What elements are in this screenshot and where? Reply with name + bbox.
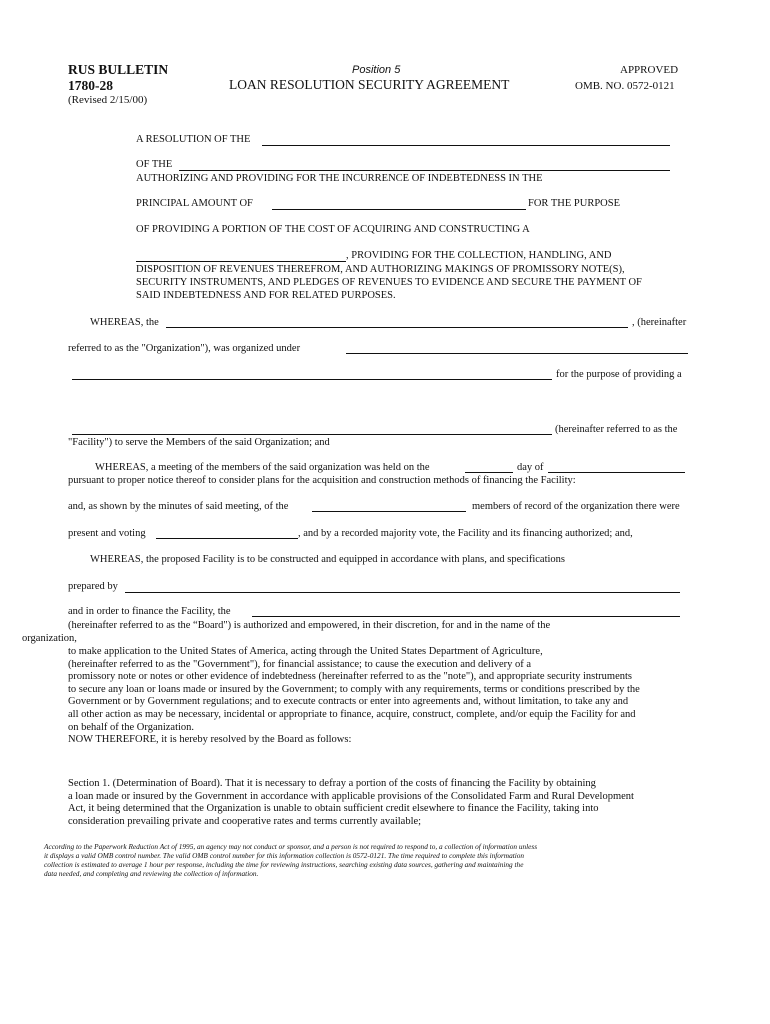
organization-label: organization,	[22, 633, 77, 644]
disposition-line-1: DISPOSITION OF REVENUES THEREFROM, AND AUTHORIZING MAKINGS OF PROMISSORY NOTE(S),	[136, 264, 625, 275]
board-name-field[interactable]	[252, 616, 680, 617]
finance-facility-label: and in order to finance the Facility, the	[68, 606, 231, 617]
facility-description-field[interactable]	[72, 434, 552, 435]
as-shown-label: and, as shown by the minutes of said meeting, of the	[68, 501, 289, 512]
purpose-field[interactable]	[72, 379, 552, 380]
organized-under-field[interactable]	[346, 353, 688, 354]
organization-name-field[interactable]	[262, 145, 670, 146]
application-line: promissory note or notes or other evidence of indebtedness (hereinafter referred to as the "note"), and appropriate security instruments	[68, 671, 633, 683]
disposition-line-2: SECURITY INSTRUMENTS, AND PLEDGES OF REVENUES TO EVIDENCE AND SECURE THE PAYMENT OF	[136, 277, 642, 288]
whereas-meeting-label: WHEREAS, a meeting of the members of the said organization was held on the	[95, 462, 430, 473]
meeting-day-field[interactable]	[465, 472, 513, 473]
for-purpose-label: for the purpose of providing a	[556, 369, 682, 380]
referred-organization-line: referred to as the "Organization"), was organized under	[68, 343, 301, 354]
day-of-label: day of	[517, 462, 544, 473]
of-the-label: OF THE	[136, 159, 173, 170]
whereas-proposed-line: WHEREAS, the proposed Facility is to be constructed and equipped in accordance with plans, and specifications	[90, 554, 565, 565]
members-record-label: members of record of the organization there were	[472, 501, 680, 512]
application-line: all other action as may be necessary, incidental or appropriate to finance, acquire, construct, complete, and/or equip the Facility for and	[68, 708, 636, 720]
hereinafter-referred-label: (hereinafter referred to as the	[555, 424, 678, 435]
revised-date: (Revised 2/15/00)	[68, 94, 148, 106]
members-count-field[interactable]	[312, 511, 466, 512]
form-title: LOAN RESOLUTION SECURITY AGREEMENT	[229, 77, 510, 92]
footnote-line: According to the Paperwork Reduction Act of 1995, an agency may not conduct or sponsor, and a person is not required to respond to, a collection of information unless	[44, 842, 538, 851]
for-the-purpose-label: FOR THE PURPOSE	[528, 198, 620, 209]
authorizing-line: AUTHORIZING AND PROVIDING FOR THE INCURRENCE OF INDEBTEDNESS IN THE	[136, 173, 543, 184]
section-1-line: Section 1. (Determination of Board). That it is necessary to defray a portion of the costs of financing the Facility by obtaining	[68, 778, 596, 789]
resolution-of-label: A RESOLUTION OF THE	[136, 134, 251, 145]
facility-serve-line: "Facility") to serve the Members of the said Organization; and	[68, 437, 330, 448]
of-the-field[interactable]	[179, 170, 670, 171]
principal-amount-label: PRINCIPAL AMOUNT OF	[136, 198, 253, 209]
section-1-line: a loan made or insured by the Government in accordance with applicable provisions of the Consolidated Farm and Rural Development	[68, 790, 634, 802]
now-therefore-line: NOW THEREFORE, it is hereby resolved by the Board as follows:	[68, 734, 352, 746]
section-1-line: consideration prevailing private and cooperative rates and terms currently available;	[68, 815, 422, 827]
paperwork-reduction-notice	[44, 842, 734, 878]
bulletin-number: 1780-28	[68, 78, 113, 93]
application-line: on behalf of the Organization.	[68, 721, 195, 733]
position-label: Position 5	[352, 64, 401, 76]
pursuant-line: pursuant to proper notice thereof to consider plans for the acquisition and construction methods of financing the Facility:	[68, 475, 576, 486]
application-line: Government or by Government regulations; and to execute contracts or enter into agreements and, without limitation, to take any and	[68, 696, 629, 708]
providing-for-line: , PROVIDING FOR THE COLLECTION, HANDLING, AND	[346, 250, 612, 261]
disposition-line-3: SAID INDEBTEDNESS AND FOR RELATED PURPOSES.	[136, 290, 396, 301]
bulletin-title: RUS BULLETIN	[68, 62, 169, 77]
omb-number: OMB. NO. 0572-0121	[575, 80, 675, 92]
principal-amount-field[interactable]	[272, 209, 526, 210]
meeting-month-field[interactable]	[548, 472, 685, 473]
recorded-majority-line: , and by a recorded majority vote, the Facility and its financing authorized; and,	[298, 528, 633, 539]
application-paragraph	[68, 646, 748, 747]
footnote-line: collection is estimated to average 1 hour per response, including the time for reviewing instructions, searching existing data sources, gathering and maintaining the	[44, 860, 524, 869]
facility-type-field[interactable]	[136, 261, 346, 262]
prepared-by-label: prepared by	[68, 581, 118, 592]
present-voting-field[interactable]	[156, 538, 298, 539]
application-line: (hereinafter referred to as the "Government"), for financial assistance; to cause the execution and delivery of a	[68, 658, 532, 670]
present-voting-label: present and voting	[68, 528, 146, 539]
section-1-paragraph	[68, 778, 748, 828]
section-1-line: Act, it being determined that the Organization is unable to obtain sufficient credit elsewhere to finance the Facility, taking into	[68, 803, 599, 815]
footnote-line: data needed, and completing and reviewing the collection of information.	[44, 869, 259, 878]
whereas-the-label: WHEREAS, the	[90, 317, 159, 328]
of-providing-line: OF PROVIDING A PORTION OF THE COST OF ACQUIRING AND CONSTRUCTING A	[136, 224, 530, 235]
application-line: to make application to the United States of America, acting through the United States Department of Agriculture,	[68, 646, 543, 657]
hereinafter-label: , (hereinafter	[632, 317, 687, 328]
approved-label: APPROVED	[620, 64, 679, 76]
prepared-by-field[interactable]	[125, 592, 680, 593]
footnote-line: it displays a valid OMB control number. The valid OMB control number for this information collection is 0572-0121. The time required to complete this information	[44, 851, 525, 860]
board-line: (hereinafter referred to as the “Board") is authorized and empowered, in their discretion, for and in the name of the	[68, 620, 551, 631]
whereas-organization-field[interactable]	[166, 327, 628, 328]
application-line: to secure any loan or loans made or insured by the Government; to comply with any requirements, terms or conditions prescribed by the	[68, 683, 640, 695]
